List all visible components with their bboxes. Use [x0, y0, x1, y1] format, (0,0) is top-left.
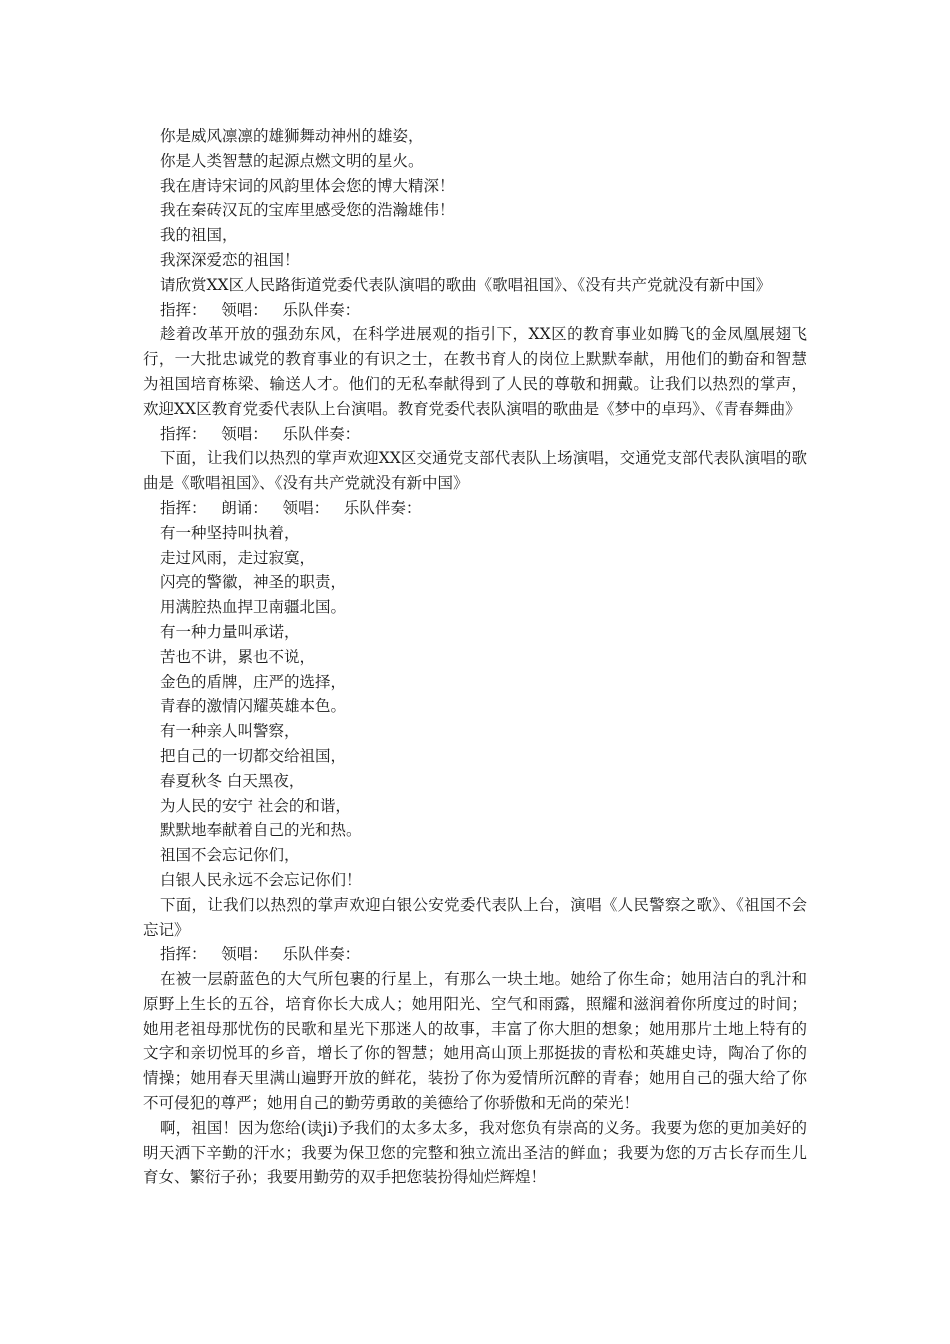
paragraph: 用满腔热血捍卫南疆北国。 — [160, 598, 347, 617]
paragraph: 我在秦砖汉瓦的宝库里感受您的浩瀚雄伟！ — [160, 201, 455, 220]
paragraph: 我的祖国， — [160, 226, 238, 245]
paragraph: 指挥： 领唱： 乐队伴奏： — [160, 300, 361, 319]
paragraph: 有一种力量叫承诺， — [160, 622, 300, 641]
paragraph: 我深深爱恋的祖国！ — [160, 250, 300, 269]
paragraph: 指挥： 领唱： 乐队伴奏： — [160, 945, 361, 964]
paragraph: 金色的盾牌，庄严的选择， — [160, 672, 347, 691]
paragraph: 有一种亲人叫警察， — [160, 722, 300, 741]
paragraph: 请欣赏XX区人民路街道党委代表队演唱的歌曲《歌唱祖国》、《没有共产党就没有新中国》 — [160, 275, 772, 294]
paragraph: 闪亮的警徽，神圣的职责， — [160, 573, 347, 592]
paragraph: 你是威风凛凛的雄狮舞动神州的雄姿， — [160, 127, 424, 145]
paragraph: 苦也不讲，累也不说， — [160, 647, 316, 666]
document-body — [143, 124, 807, 1190]
paragraph: 下面，让我们以热烈的掌声欢迎白银公安党委代表队上台，演唱《人民警察之歌》、《祖国不会忘记》 — [143, 895, 807, 939]
paragraph: 默默地奉献着自己的光和热。 — [160, 821, 362, 840]
paragraph: 为人民的安宁 社会的和谐， — [160, 796, 351, 815]
paragraph: 趁着改革开放的强劲东风，在科学进展观的指引下，XX区的教育事业如腾飞的金凤凰展翅飞行，一大批忠诚党的教育事业的有识之士，在教书育人的岗位上默默奉献，用他们的勤奋和智慧为祖国培育栋梁、输送人才。他们的无私奉献得到了人民的尊敬和拥戴。让我们以热烈的掌声，欢迎XX区教育党委代表队上台演唱。教育党委代表队演唱的歌曲是《梦中的卓玛》、《青春舞曲》 — [143, 325, 807, 418]
paragraph: 春夏秋冬 白天黑夜， — [160, 771, 305, 790]
paragraph: 指挥： 领唱： 乐队伴奏： — [160, 424, 361, 443]
paragraph: 有一种坚持叫执着， — [160, 523, 300, 542]
paragraph: 在被一层蔚蓝色的大气所包裹的行星上，有那么一块土地。她给了你生命；她用洁白的乳汁和原野上生长的五谷，培育你长大成人；她用阳光、空气和雨露，照耀和滋润着你所度过的时间；她用老祖母那忧伤的民歌和星光下那迷人的故事，丰富了你大胆的想象；她用那片土地上特有的文字和亲切悦耳的乡音，增长了你的智慧；她用高山顶上那挺拔的青松和英雄史诗，陶冶了你的情操；她用春天里满山遍野开放的鲜花，装扮了你为爱情所沉醉的青春；她用自己的强大给了你不可侵犯的尊严；她用自己的勤劳勇敢的美德给了你骄傲和无尚的荣光！ — [143, 970, 807, 1113]
paragraph: 祖国不会忘记你们， — [160, 846, 300, 865]
paragraph: 你是人类智慧的起源点燃文明的星火。 — [160, 151, 424, 170]
paragraph: 指挥： 朗诵： 领唱： 乐队伴奏： — [160, 498, 422, 517]
paragraph: 我在唐诗宋词的风韵里体会您的博大精深！ — [160, 176, 455, 195]
paragraph: 走过风雨，走过寂寞， — [160, 548, 316, 567]
paragraph: 白银人民永远不会忘记你们！ — [160, 870, 362, 889]
paragraph: 把自己的一切都交给祖国， — [160, 746, 347, 765]
paragraph: 青春的激情闪耀英雄本色。 — [160, 697, 347, 716]
paragraph: 下面，让我们以热烈的掌声欢迎XX区交通党支部代表队上场演唱，交通党支部代表队演唱的歌曲是《歌唱祖国》、《没有共产党就没有新中国》 — [143, 449, 807, 493]
paragraph: 啊，祖国！因为您给(读ji)予我们的太多太多，我对您负有崇高的义务。我要为您的更加美好的明天洒下辛勤的汗水；我要为保卫您的完整和独立流出圣洁的鲜血；我要为您的万古长存而生儿育女、繁衍子孙；我要用勤劳的双手把您装扮得灿烂辉煌！ — [143, 1118, 807, 1187]
